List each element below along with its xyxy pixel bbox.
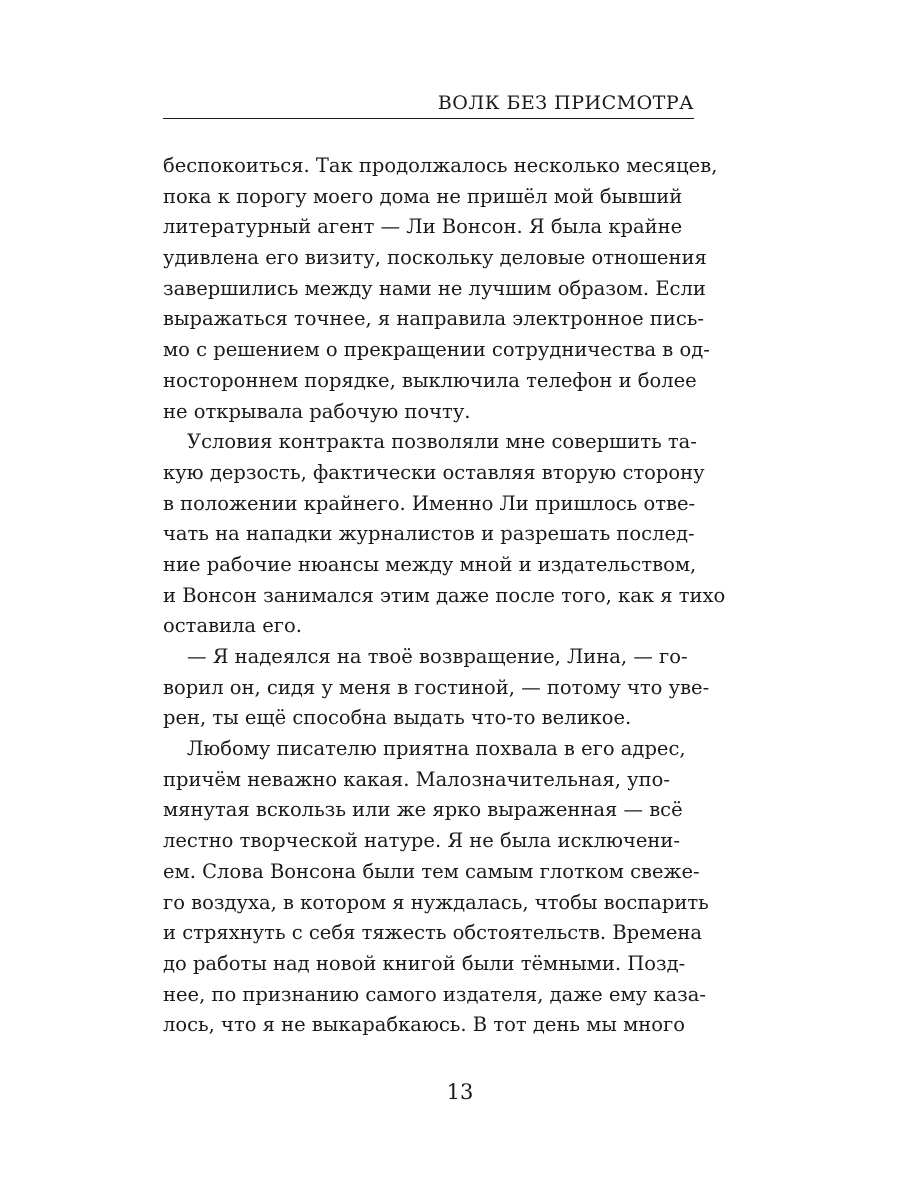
running-head	[163, 84, 694, 119]
text-line: лестно творческой натуре. Я не была исключени-	[163, 829, 680, 853]
text-line: го воздуха, в котором я нуждалась, чтобы воспарить	[163, 890, 709, 914]
running-head-title: ВОЛК БЕЗ ПРИСМОТРА	[437, 92, 694, 114]
text-line: ностороннем порядке, выключила телефон и более	[163, 368, 697, 392]
text-line: причём неважно какая. Малозначительная, упо-	[163, 767, 670, 791]
text-line: удивлена его визиту, поскольку деловые отношения	[163, 246, 707, 270]
text-line: мо с решением о прекращении сотрудничества в од-	[163, 338, 710, 362]
text-line: ние рабочие нюансы между мной и издательством,	[163, 552, 697, 576]
text-line: оставила его.	[163, 614, 302, 638]
text-line: завершились между нами не лучшим образом. Если	[163, 276, 706, 300]
text-line: лось, что я не выкарабкаюсь. В тот день мы много	[163, 1013, 685, 1037]
body-text	[163, 151, 726, 1041]
text-line: нее, по признанию самого издателя, даже ему каза-	[163, 982, 706, 1006]
text-line: и Вонсон занимался этим даже после того, как я тихо	[163, 583, 726, 607]
text-line: ворил он, сидя у меня в гостиной, — потому что уве-	[163, 675, 710, 699]
text-line: Условия контракта позволяли мне совершить та-	[187, 430, 697, 454]
text-line: — Я надеялся на твоё возвращение, Лина, — го-	[187, 645, 688, 668]
text-line: не открывала рабочую почту.	[163, 399, 471, 423]
text-line: кую дерзость, фактически оставляя вторую сторону	[163, 460, 705, 484]
text-line: ем. Слова Вонсона были тем самым глотком свеже-	[163, 859, 700, 883]
text-line: беспокоиться. Так продолжалось несколько месяцев,	[163, 154, 718, 177]
text-line: выражаться точнее, я направила электронное пись-	[163, 307, 704, 331]
text-line: мянутая вскользь или же ярко выраженная — всё	[163, 798, 683, 822]
text-line: Любому писателю приятна похвала в его адрес,	[187, 737, 686, 761]
text-line: до работы над новой книгой были тёмными. Позд-	[163, 951, 686, 975]
text-line: чать на нападки журналистов и разрешать послед-	[163, 522, 695, 546]
text-line: пока к порогу моего дома не пришёл мой бывший	[163, 184, 683, 208]
text-line: рен, ты ещё способна выдать что-то великое.	[163, 706, 632, 730]
text-line: и стряхнуть с себя тяжесть обстоятельств. Времена	[163, 921, 703, 945]
text-line: в положении крайнего. Именно Ли пришлось отве-	[163, 491, 696, 515]
page-number: 13	[446, 1080, 474, 1104]
text-line: литературный агент — Ли Вонсон. Я была крайне	[163, 215, 683, 239]
